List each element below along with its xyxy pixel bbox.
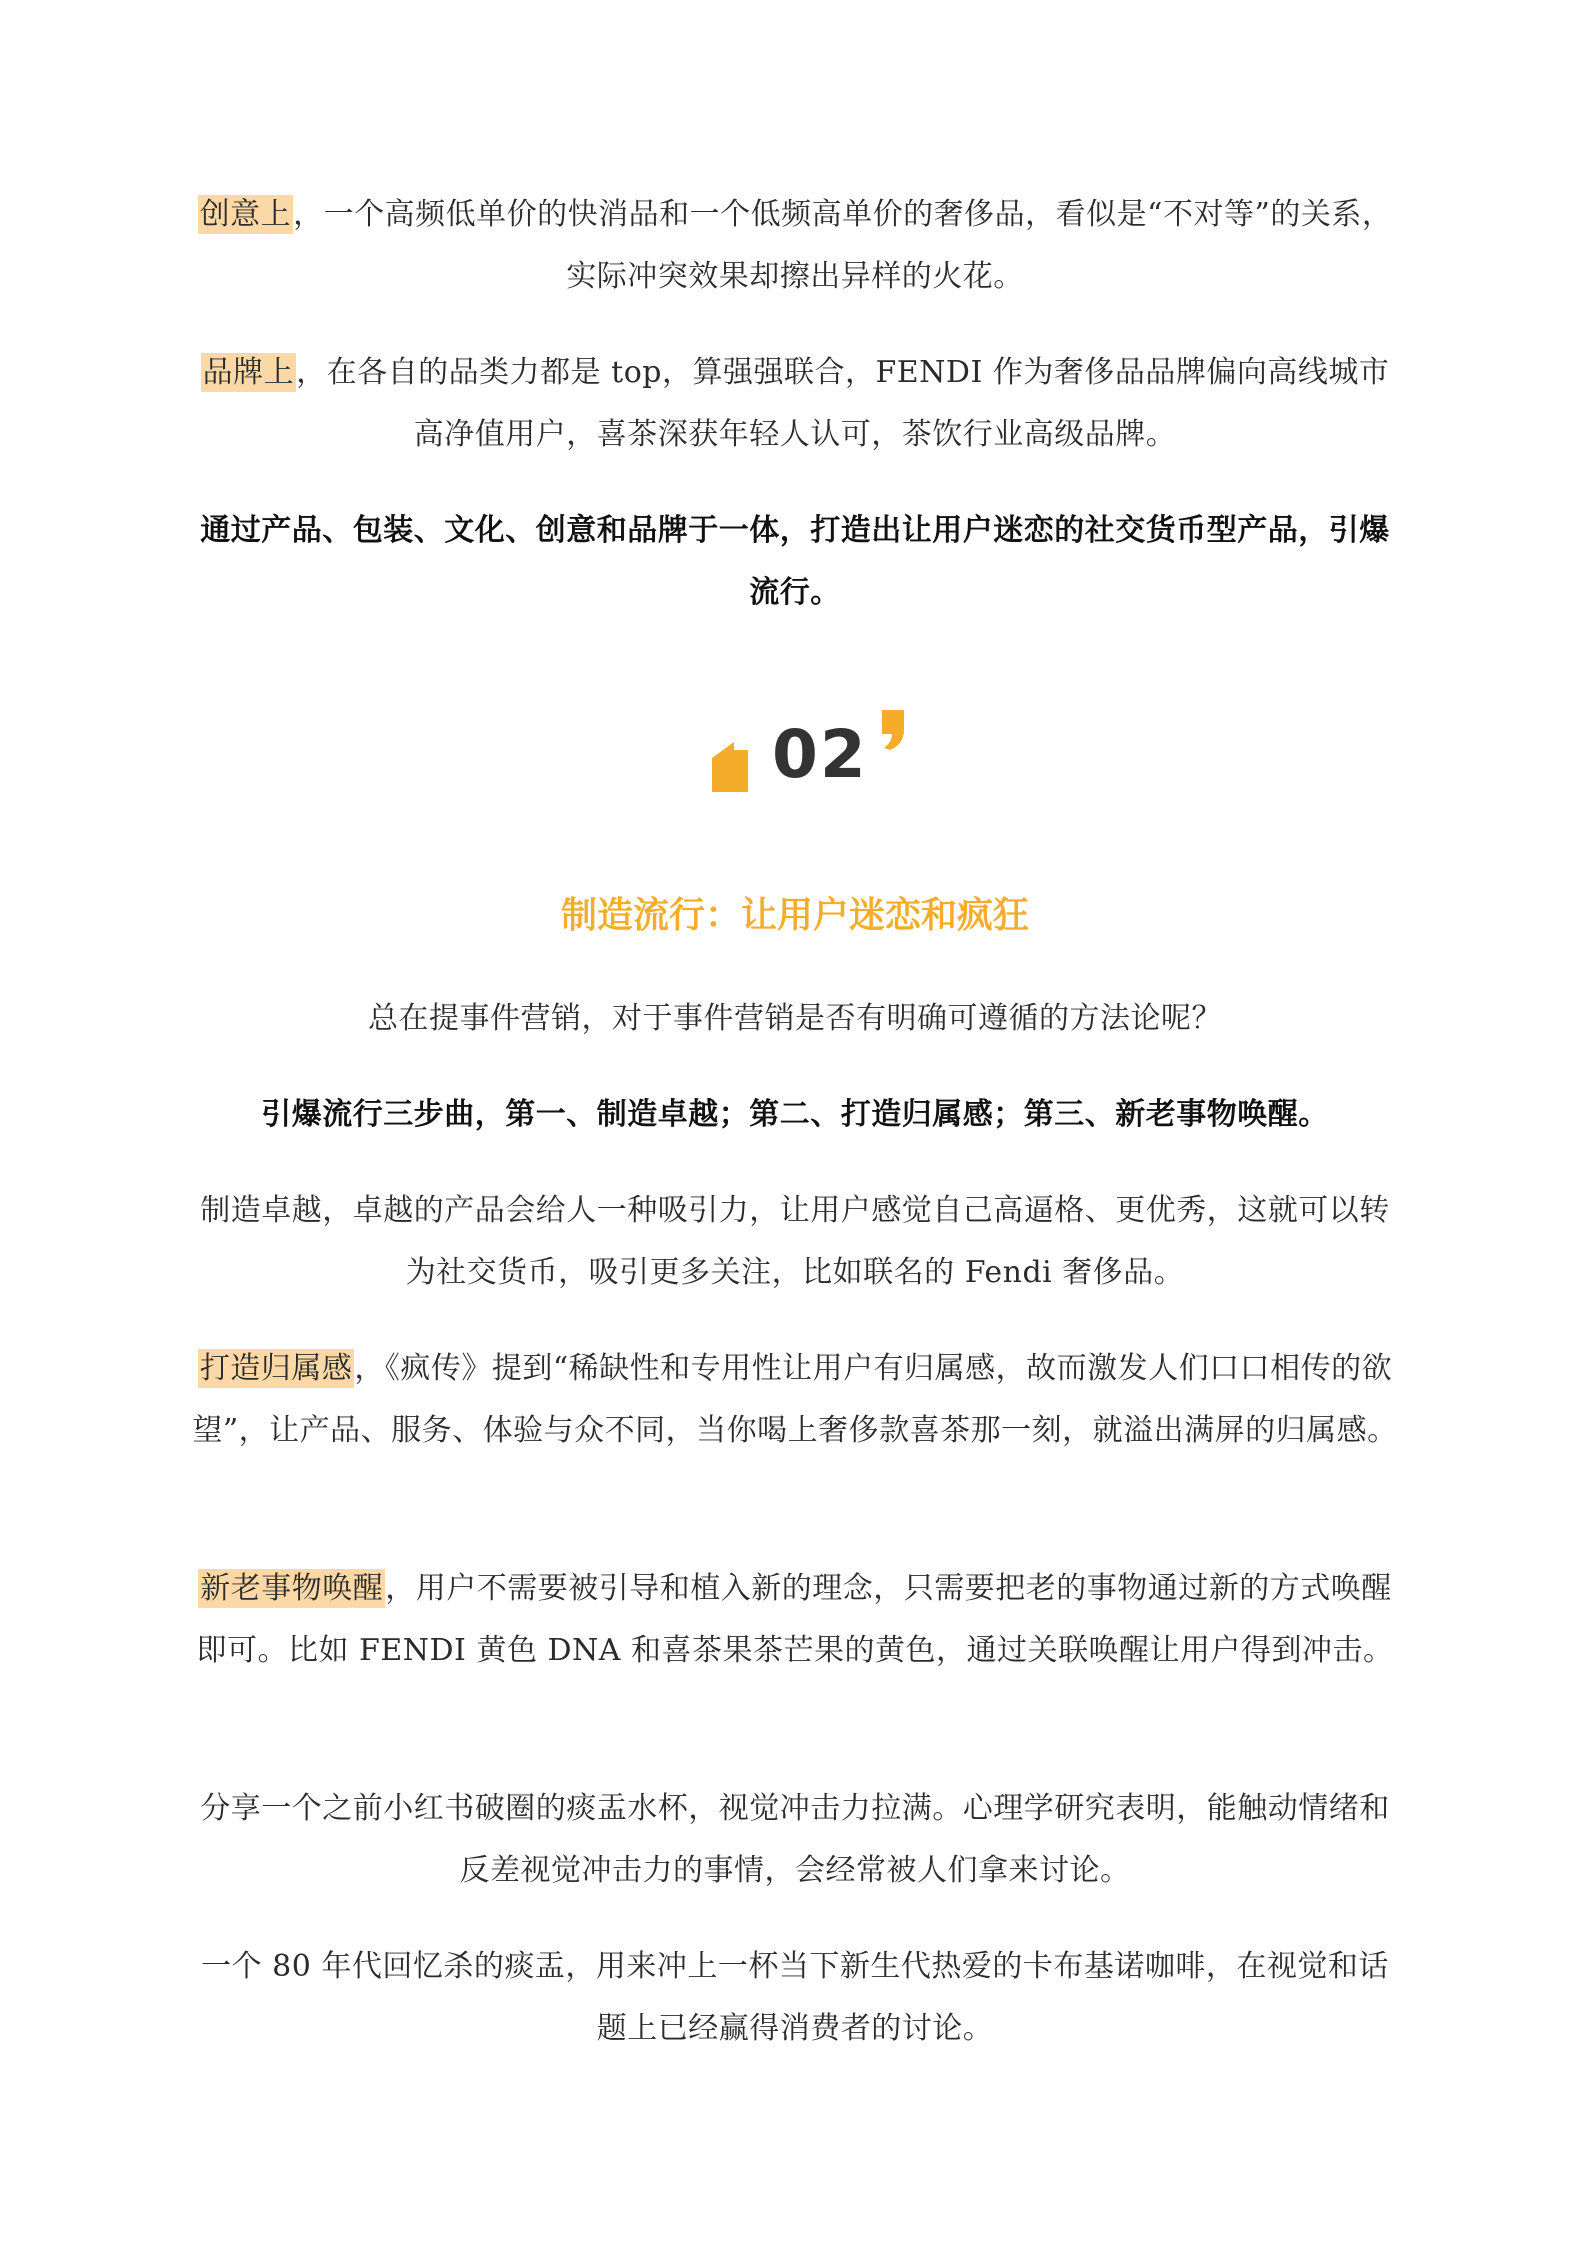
highlight-belonging: 打造归属感 (199, 1351, 353, 1386)
paragraph-belonging-text: ，《疯传》提到“稀缺性和专用性让用户有归属感，故而激发人们口口相传的欲望”，让产品、服务、体验与众不同，当你喝上奢侈款喜茶那一刻，就溢出满屏的归属感。 (192, 1351, 1398, 1448)
paragraph-creative (190, 184, 1400, 308)
paragraph-awakening-text: ，用户不需要被引导和植入新的理念，只需要把老的事物通过新的方式唤醒即可。比如 FENDI 黄色 DNA 和喜茶果茶芒果的黄色，通过关联唤醒让用户得到冲击。 (196, 1571, 1394, 1668)
paragraph-intro-question: 总在提事件营销，对于事件营销是否有明确可遵循的方法论呢？ (368, 1001, 1222, 1036)
paragraph-excellence: 制造卓越，卓越的产品会给人一种吸引力，让用户感觉自己高逼格、更优秀，这就可以转为社交货币，吸引更多关注，比如联名的 Fendi 奢侈品。 (200, 1193, 1390, 1290)
paragraph-three-steps: 引爆流行三步曲，第一、制造卓越；第二、打造归属感；第三、新老事物唤醒。 (261, 1097, 1329, 1132)
paragraph-spittoon: 一个 80 年代回忆杀的痰盂，用来冲上一杯当下新生代热爱的卡布基诺咖啡，在视觉和话题上已经赢得消费者的讨论。 (201, 1949, 1389, 2046)
paragraph-belonging (190, 1338, 1400, 1462)
section-badge (700, 700, 920, 820)
paragraph-brand-text: ，在各自的品类力都是 top，算强强联合，FENDI 作为奢侈品品牌偏向高线城市高净值用户，喜茶深获年轻人认可，茶饮行业高级品牌。 (296, 355, 1390, 452)
section-title: 制造流行：让用户迷恋和疯狂 (560, 895, 1029, 936)
paragraph-summary: 通过产品、包装、文化、创意和品牌于一体，打造出让用户迷恋的社交货币型产品，引爆流行。 (200, 513, 1390, 610)
highlight-awakening: 新老事物唤醒 (200, 1571, 384, 1606)
highlight-creative: 创意上 (199, 197, 292, 232)
section-number: 02 (772, 716, 868, 793)
left-quote-icon (712, 742, 748, 792)
paragraph-creative-text: ，一个高频低单价的快消品和一个低频高单价的奢侈品，看似是“不对等”的关系，实际冲突效果却擦出异样的火花。 (293, 197, 1393, 294)
right-quote-icon (882, 710, 904, 750)
paragraph-share-cup: 分享一个之前小红书破圈的痰盂水杯，视觉冲击力拉满。心理学研究表明，能触动情绪和反差视觉冲击力的事情，会经常被人们拿来讨论。 (200, 1791, 1390, 1888)
paragraph-brand (190, 342, 1400, 466)
highlight-brand: 品牌上 (202, 355, 295, 390)
paragraph-awakening (190, 1558, 1400, 1682)
